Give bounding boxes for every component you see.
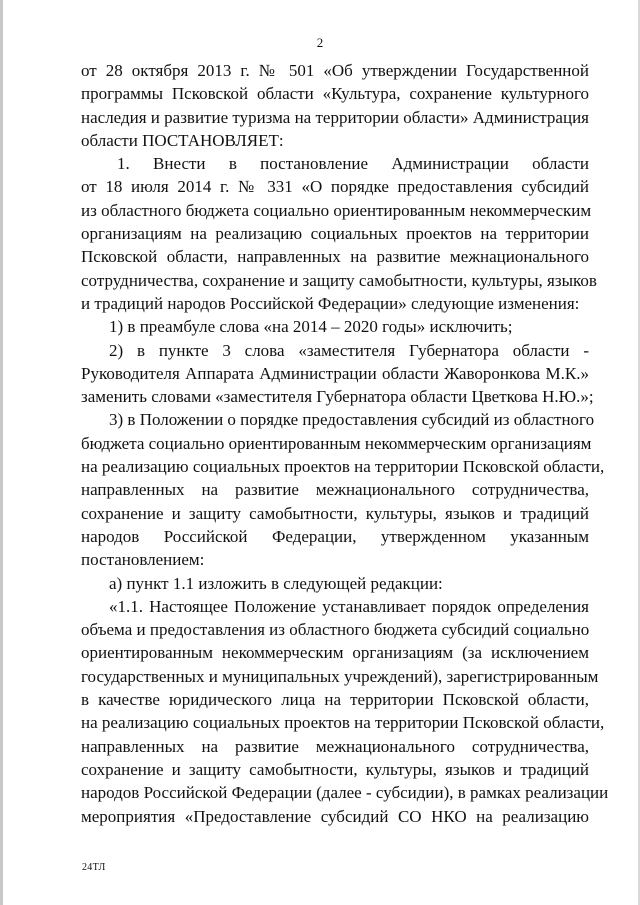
footer-document-code: 24ТЛ [82, 862, 106, 873]
text-line: 3) в Положении о порядке предоставления субсидий из областного [109, 410, 595, 430]
text-line: государственных и муниципальных учреждений), зарегистрированным [81, 666, 599, 686]
text-line: наследия и развитие туризма на территории области» Администрация [81, 107, 589, 127]
text-line: 1. Внести в постановление Администрации области [117, 154, 589, 174]
text-line: постановлением: [81, 550, 205, 570]
text-line: ориентированным некоммерческим организациям (за исключением [81, 643, 589, 663]
text-line: на реализацию социальных проектов на территории Псковской области, [81, 457, 605, 477]
text-line: 2) в пункте 3 слова «заместителя Губернатора области - [109, 340, 589, 360]
text-line: сохранение и защиту самобытности, культуры, языков и традиций [81, 759, 589, 779]
text-line: сохранение и защиту самобытности, культуры, языков и традиций [81, 503, 589, 523]
text-line: и традиций народов Российской Федерации» следующие изменения: [81, 293, 580, 313]
text-line: мероприятия «Предоставление субсидий СО НКО на реализацию [81, 806, 589, 826]
text-line: объема и предоставления из областного бюджета субсидий социально [81, 620, 590, 640]
text-line: от 18 июля 2014 г. № 331 «О порядке предоставления субсидий [81, 177, 589, 197]
text-line: бюджета социально ориентированным некоммерческим организациям [81, 433, 592, 453]
text-line: от 28 октября 2013 г. № 501 «Об утверждении Государственной [81, 61, 589, 80]
page-number: 2 [316, 35, 324, 50]
text-line: 1) в преамбуле слова «на 2014 – 2020 годы» исключить; [109, 317, 513, 337]
document-body [81, 59, 609, 828]
text-line: Псковской области, направленных на развитие межнационального [81, 247, 589, 267]
text-line: области ПОСТАНОВЛЯЕТ: [81, 130, 284, 150]
scan-edge-left [0, 0, 3, 905]
text-line: заменить словами «заместителя Губернатора области Цветкова Н.Ю.»; [81, 387, 594, 407]
text-line: на реализацию социальных проектов на территории Псковской области, [81, 713, 605, 733]
text-line: народов Российской Федерации (далее - субсидии), в рамках реализации [81, 783, 609, 803]
text-line: сотрудничества, сохранение и защиту самобытности, культуры, языков [81, 270, 597, 290]
text-line: а) пункт 1.1 изложить в следующей редакции: [109, 573, 443, 593]
text-line: организациям на реализацию социальных проектов на территории [81, 224, 589, 244]
text-line: в качестве юридического лица на территории Псковской области, [81, 690, 589, 710]
text-line: народов Российской Федерации, утвержденном указанным [81, 526, 589, 546]
text-line: программы Псковской области «Культура, сохранение культурного [81, 84, 589, 104]
text-line: направленных на развитие межнационального сотрудничества, [81, 736, 589, 756]
text-line: направленных на развитие межнационального сотрудничества, [81, 480, 589, 500]
text-line: «1.1. Настоящее Положение устанавливает порядок определения [109, 596, 589, 616]
text-line: Руководителя Аппарата Администрации области Жаворонкова М.К.» [81, 363, 589, 383]
text-line: из областного бюджета социально ориентированным некоммерческим [81, 200, 592, 220]
